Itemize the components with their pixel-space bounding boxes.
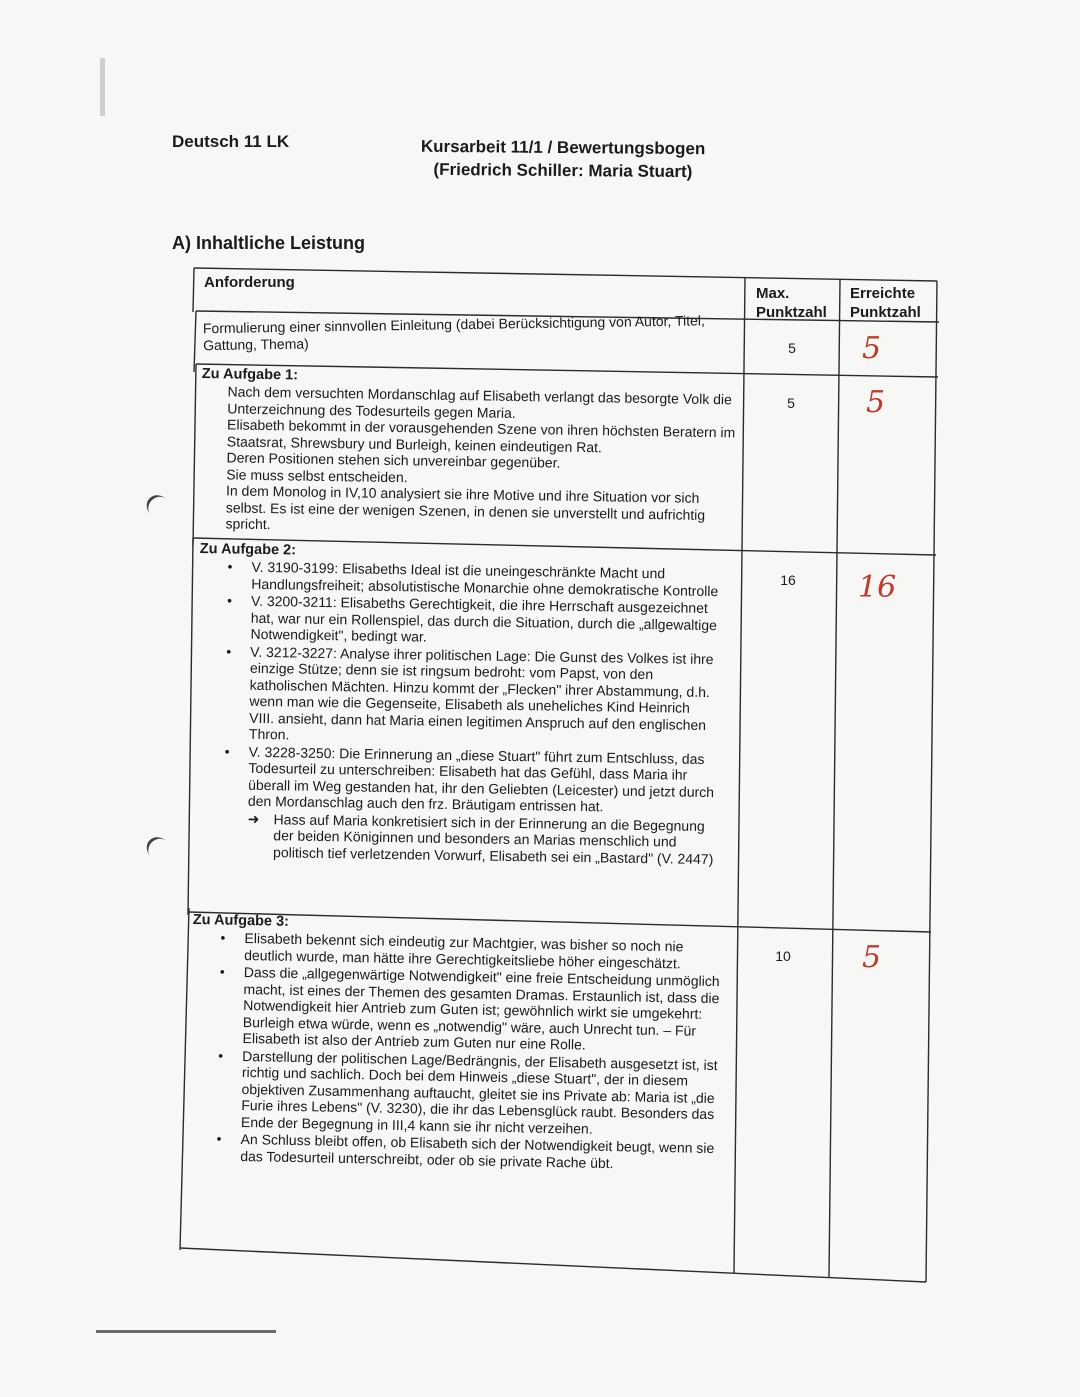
list-item: • V. 3212-3227: Analyse ihrer politischen Lage: Die Gunst des Volkes ist ihre einzige Stütze; denn sie ist ringsum bedroht: vom Papst, von den katholischen Mächten. Hinzu kommt der „Flecken" ihrer Abstammung, d.h. wenn man wie die Gegenseite, Elisabeth als uneheliches Kind Heinrich VIII. ansieht, dann hat Maria einen legitimen Anspruch auf den englischen Thron. bbox=[225, 643, 718, 750]
achieved-points-handwritten: 16 bbox=[858, 570, 897, 605]
list-item: • Darstellung der politischen Lage/Bedrängnis, der Elisabeth ausgesetzt ist, ist richtig und sachlich. Doch bei dem Hinweis „diese Stuart", der in diesem objektiven Zusammenhang auftaucht, gleitet sie ins Private ab: Maria ist „die Furie ihres Lebens" (V. 3230), die ihr das Lebensglück raubt. Besonders das Ende der Begegnung in III,4 kann sie ihr nicht verzeihen. bbox=[217, 1047, 718, 1139]
column-header-requirement: Anforderung bbox=[204, 274, 295, 291]
list-item: • V. 3228-3250: Die Erinnerung an „diese Stuart" führt zum Entschluss, das Todesurteil zu unterschreiben: Elisabeth hat das Gefühl, dass Maria ihr überall im Weg gestanden hat, ihr den Geliebten (Leicester) und jetzt durch den Mordanschlag auch den frz. Bräutigam entrissen hat. bbox=[224, 743, 717, 817]
table-row-task2: Zu Aufgabe 2: • V. 3190-3199: Elisabeths Ideal ist die uneingeschränkte Macht und Handlungsfreiheit; absolutistische Monarchie ohne demokratische Kontrolle • V. 3200-3211: Elisabeths Gerechtigkeit, die ihre Herrschaft ausgezeichnet hat, war nur ein Rollenspiel, das durch die Situation, durch die „allgewaltige Notwendigkeit", bedingt war. • V. 3212-3227: Analyse ihrer politischen Lage: Die Gunst des Volkes ist ihre einzige Stütze; denn sie ist ringsum bedroht: vom Papst, von den katholischen Mächten. Hinzu kommt der „Flecken" ihrer Abstammung, d.h. wenn man wie die Gegenseite, Elisabeth als uneheliches Kind Heinrich VIII. ansieht, dann hat Maria einen legitimen Anspruch auf den englischen Thron. • V. 3228-3250: Die Erinnerung an „diese Stuart" führt zum Entschluss, das Todesurteil zu unterschreiben: Elisabeth hat das Gefühl, dass Maria ihr überall im Weg gestanden hat, ihr den Geliebten (Leicester) und jetzt durch den Mordanschlag auch den frz. Bräutigam entrissen hat. ➜ Hass auf Maria konkretisiert sich in der Erinnerung an die Begegnung der beiden Königinnen und besonders an Marias menschlich und politisch tief verletzenden Vorwurf, Elisabeth sei ein „Bastard" (V. 2447) bbox=[195, 541, 720, 867]
max-points: 10 bbox=[775, 948, 791, 964]
arrow-right-icon: ➜ bbox=[247, 810, 260, 827]
list-item: • Dass die „allgegenwärtige Notwendigkeit" eine freie Entscheidung unmöglich macht, ist eines der Themen des gesamten Dramas. Erstaunlich ist, dass die Notwendigkeit hier Antrieb zum Guten ist; gewöhnlich wirkt sie umgekehrt: Burleigh etwa würde, wenn es „notwendig" wäre, auch Unrecht tun. – Für Elisabeth ist also der Antrieb zum Guten nur eine Rolle. bbox=[218, 964, 719, 1056]
list-item: • An Schluss bleibt offen, ob Elisabeth sich der Notwendigkeit beugt, wenn sie das Todesurteil unterschreibt, oder ob sie private Rache übt. bbox=[216, 1130, 717, 1173]
max-points: 5 bbox=[787, 395, 795, 411]
column-header-achieved: Erreichte Punktzahl bbox=[850, 285, 921, 321]
max-points: 16 bbox=[780, 572, 796, 588]
section-title: A) Inhaltliche Leistung bbox=[172, 233, 366, 253]
table-row-intro: Formulierung einer sinnvollen Einleitung (dabei Berücksichtigung von Autor, Titel, Gattung, Thema) bbox=[202, 312, 705, 353]
column-header-max: Max. Punktzahl bbox=[756, 285, 827, 321]
achieved-points-handwritten: 5 bbox=[866, 385, 886, 420]
list-item: • V. 3190-3199: Elisabeths Ideal ist die uneingeschränkte Macht und Handlungsfreiheit; absolutistische Monarchie ohne demokratische Kontrolle bbox=[227, 558, 719, 599]
achieved-points-handwritten: 5 bbox=[862, 940, 882, 975]
arrow-note: ➜ Hass auf Maria konkretisiert sich in der Erinnerung an die Begegnung der beiden Königinnen und besonders an Marias menschlich und politisch tief verletzenden Vorwurf, Elisabeth sei ein „Bastard" (V. 2447) bbox=[247, 810, 714, 867]
list-item: • Elisabeth bekennt sich eindeutig zur Machtgier, was bisher so noch nie deutlich wurde, man hätte ihre Gerechtigkeitsliebe höher eingeschätzt. bbox=[220, 930, 721, 973]
table-row-task1: Zu Aufgabe 1: Nach dem versuchten Mordanschlag auf Elisabeth verlangt das besorgte Volk die Unterzeichnung des Todesurteils gegen Maria. Elisabeth bekommt in der vorausgehenden Szene von ihren höchsten Beratern im Staatsrat, Shrewsbury und Burleigh, keinen eindeutigen Rat. Deren Positionen stehen sich unvereinbar gegenüber. Sie muss selbst entscheiden. In dem Monolog in IV,10 analysiert sie ihre Motive und ihre Situation vor sich selbst. Es ist eine der wenigen Szenen, in denen sie unverstellt und aufrichtig spricht. bbox=[201, 366, 736, 533]
achieved-points-handwritten: 5 bbox=[862, 331, 882, 366]
list-item: • V. 3200-3211: Elisabeths Gerechtigkeit, die ihre Herrschaft ausgezeichnet hat, war nur ein Rollenspiel, das durch die Situation, durch die „allgewaltige Notwendigkeit", bedingt war. bbox=[226, 592, 719, 649]
course-label: Deutsch 11 LK bbox=[172, 132, 290, 151]
page-title: Kursarbeit 11/1 / Bewertungsbogen (Friedrich Schiller: Maria Stuart) bbox=[420, 136, 706, 182]
max-points: 5 bbox=[788, 340, 796, 356]
table-row-task3: Zu Aufgabe 3: • Elisabeth bekennt sich eindeutig zur Machtgier, was bisher so noch nie deutlich wurde, man hätte ihre Gerechtigkeitsliebe höher eingeschätzt. • Dass die „allgegenwärtige Notwendigkeit" eine freie Entscheidung unmöglich macht, ist eines der Themen des gesamten Dramas. Erstaunlich ist, dass die Notwendigkeit hier Antrieb zum Guten ist; gewöhnlich wirkt sie umgekehrt: Burleigh etwa würde, wenn es „notwendig" wäre, auch Unrecht tun. – Für Elisabeth ist also der Antrieb zum Guten nur eine Rolle. • Darstellung der politischen Lage/Bedrängnis, der Elisabeth ausgesetzt ist, ist richtig und sachlich. Doch bei dem Hinweis „diese Stuart", der in diesem objektiven Zusammenhang auftaucht, gleitet sie ins Private ab: Maria ist „die Furie ihres Lebens" (V. 3230), die ihr das Lebensglück raubt. Besonders das Ende der Begegnung in III,4 kann sie ihr nicht verzeihen. • An Schluss bleibt offen, ob Elisabeth sich der Notwendigkeit beugt, wenn sie das Todesurteil unterschreibt, oder ob sie private Rache übt. bbox=[188, 912, 721, 1174]
